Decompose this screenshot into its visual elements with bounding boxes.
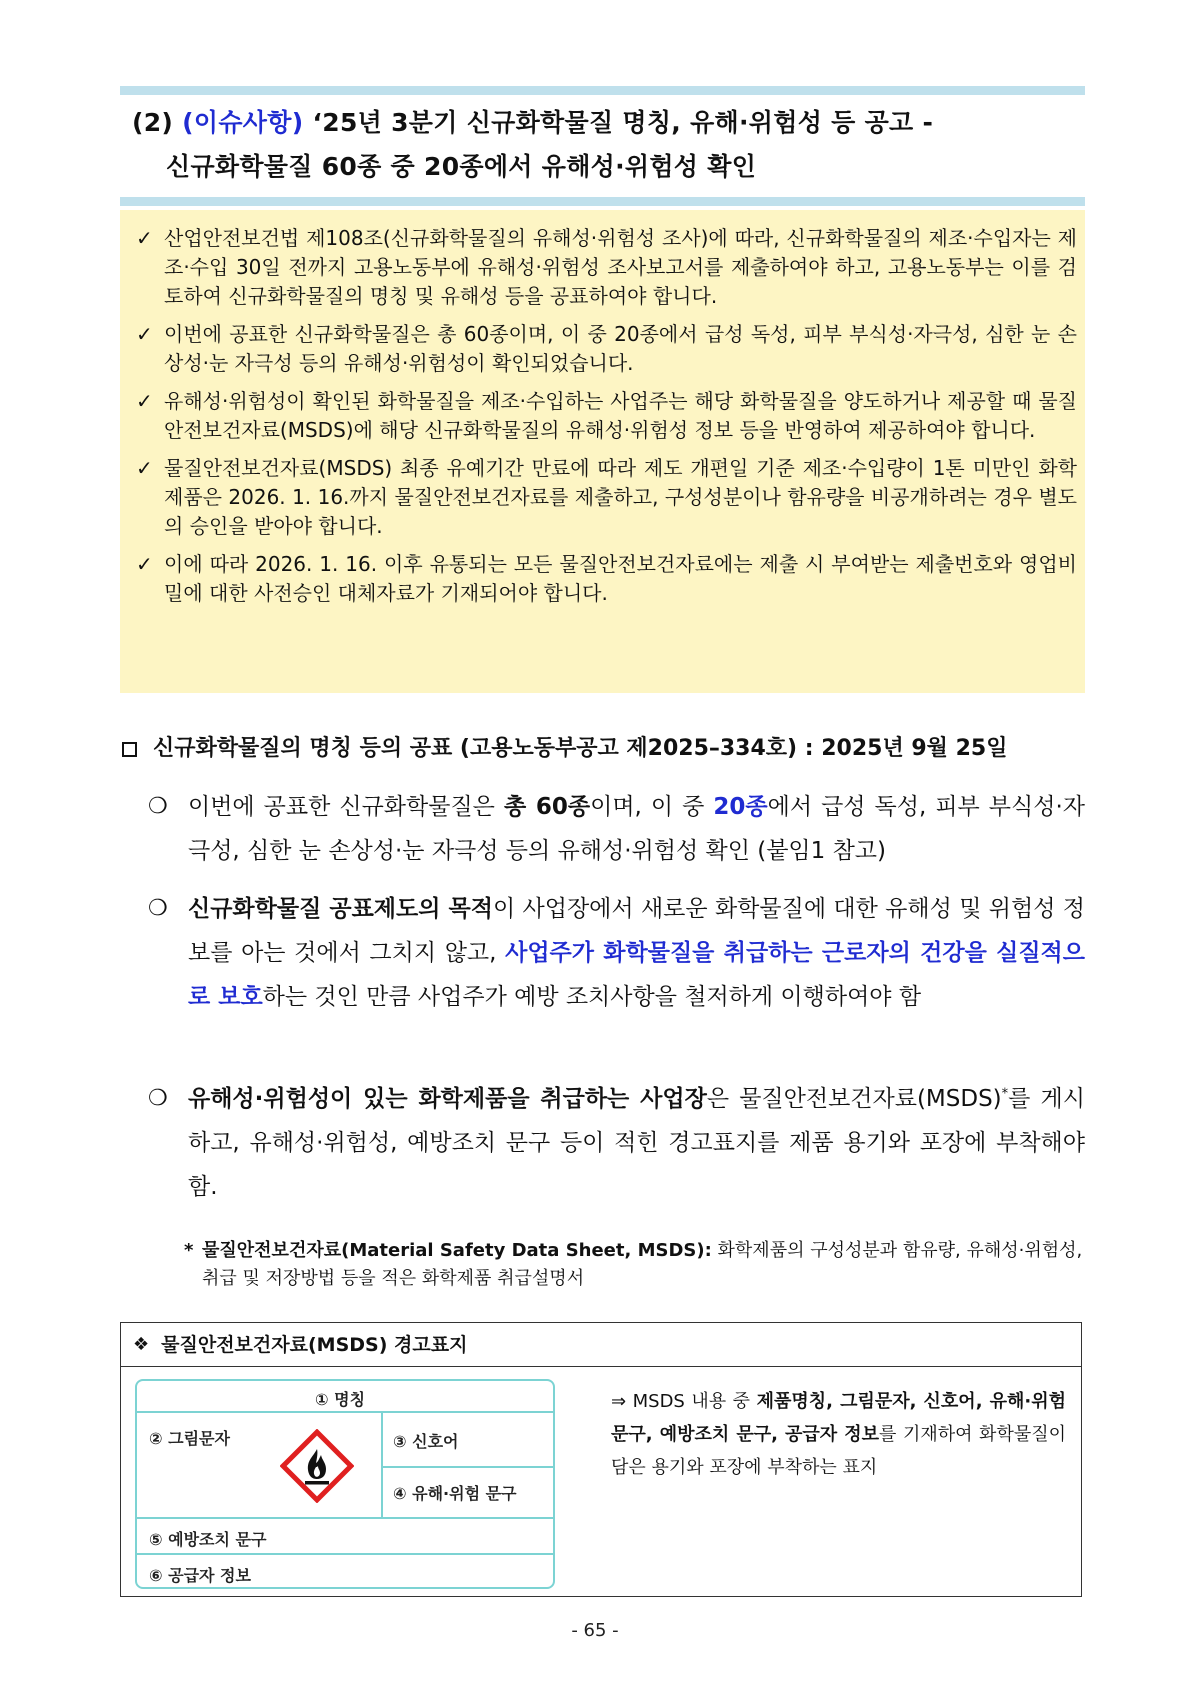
diamond-bullet-icon: ❖	[133, 1333, 150, 1355]
subsection-heading	[120, 733, 1085, 765]
text-run: 를 게시하고, 유해성·위험성, 예방조치 문구 등이 적힌 경고표지를 제품 용기와 포장에 부착해야 함.	[188, 1086, 1085, 1200]
msds-description	[611, 1385, 1066, 1484]
paragraph-text	[188, 785, 1085, 873]
bullet-paragraph-1	[148, 785, 1085, 873]
footnote-term: 물질안전보건자료(Material Safety Data Sheet, MSDS):	[202, 1240, 712, 1261]
summary-item-text: 물질안전보건자료(MSDS) 최종 유예기간 만료에 따라 제도 개편일 기준 제조·수입량이 1톤 미만인 화학제품은 2026. 1. 16.까지 물질안전보건자료를 제출하고, 구성성분이나 함유량을 비공개하려는 경우 별도의 승인을 받아야 합니다.	[164, 456, 1077, 538]
summary-item	[136, 224, 1077, 311]
summary-item-text: 산업안전보건법 제108조(신규화학물질의 유해성·위험성 조사)에 따라, 신규화학물질의 제조·수입자는 제조·수입 30일 전까지 고용노동부에 유해성·위험성 조사보고서를 제출하여야 하고, 고용노동부는 이를 검토하여 신규화학물질의 명칭 및 유해성 등을 공표하여야 합니다.	[164, 226, 1077, 308]
label-hazard-text: ④ 유해·위험 문구	[393, 1484, 517, 1503]
page-number: - 65 -	[571, 1620, 619, 1641]
label-name-text: ① 명칭	[315, 1390, 366, 1409]
text-run: 이며, 이 중	[590, 794, 714, 820]
msds-label-table	[120, 1322, 1082, 1597]
bold-run: 총 60종	[503, 794, 591, 820]
summary-item-text: 이번에 공표한 신규화학물질은 총 60종이며, 이 중 20종에서 급성 독성, 피부 부식성·자극성, 심한 눈 손상성·눈 자극성 등의 유해성·위험성이 확인되었습니다.	[164, 322, 1077, 375]
circle-bullet-icon: ❍	[148, 896, 168, 921]
bullet-paragraph-3	[148, 1077, 1085, 1209]
footnote-marker: *	[1001, 1086, 1009, 1102]
bold-run: 제품명칭, 그림문자, 신호어, 유해·위험 문구, 예방조치 문구, 공급자 정보	[611, 1391, 1066, 1445]
highlight-run: 사업주가 화학물질을 취급하는 근로자의 건강을 실질적으로 보호	[188, 940, 1085, 1010]
label-divider	[381, 1466, 553, 1468]
label-precaution-text: ⑤ 예방조치 문구	[149, 1530, 267, 1549]
summary-item-text: 유해성·위험성이 확인된 화학물질을 제조·수입하는 사업주는 해당 화학물질을 양도하거나 제공할 때 물질안전보건자료(MSDS)에 해당 신규화학물질의 유해성·위험성 정보 등을 반영하여 제공하여야 합니다.	[164, 389, 1077, 442]
bullet-paragraph-2	[148, 887, 1085, 1019]
square-bullet-icon	[122, 742, 137, 757]
footnote-text	[202, 1237, 1084, 1293]
check-icon: ✓	[136, 389, 153, 413]
section-title-line2: 신규화학물질 60종 중 20종에서 유해성·위험성 확인	[166, 152, 757, 181]
summary-item	[136, 320, 1077, 378]
text-run: 은 물질안전보건자료(MSDS)	[706, 1086, 1002, 1112]
summary-item	[136, 454, 1077, 541]
text-run: 하는 것인 만큼 사업주가 예방 조치사항을 철저하게 이행하여야 함	[262, 984, 922, 1010]
bold-run: 유해성·위험성이 있는 화학제품을 취급하는 사업장	[188, 1086, 707, 1112]
text-run: 이 사업장에서 새로운 화학물질에 대한 유해성 및 위험성 정보를 아는 것에서 그치지 않고,	[188, 896, 1085, 966]
summary-item	[136, 387, 1077, 445]
issue-tag: (이슈사항)	[182, 108, 304, 137]
section-title-line1	[132, 101, 1073, 145]
section-title-text: ‘25년 3분기 신규화학물질 명칭, 유해·위험성 등 공고 -	[312, 108, 934, 137]
msds-table-title: 물질안전보건자료(MSDS) 경고표지	[161, 1333, 468, 1356]
label-supplier-text: ⑥ 공급자 정보	[149, 1566, 251, 1585]
footnote-definition: 화학제품의 구성성분과 함유량, 유해성·위험성, 취급 및 저장방법 등을 적은 화학제품 취급설명서	[202, 1240, 1083, 1289]
section-title-band	[120, 86, 1085, 206]
subsection-heading-text: 신규화학물질의 명칭 등의 공표 (고용노동부공고 제2025–334호) : 2025년 9월 25일	[153, 736, 1008, 761]
text-run: 이번에 공표한 신규화학물질은	[188, 794, 504, 820]
section-number: (2)	[132, 108, 174, 137]
msds-table-header	[121, 1323, 1081, 1367]
summary-item	[136, 550, 1077, 608]
circle-bullet-icon: ❍	[148, 1086, 168, 1111]
flame-pictogram-icon	[280, 1429, 354, 1503]
text-run: MSDS 내용 중	[626, 1391, 757, 1412]
text-run: 에서 급성 독성, 피부 부식성·자극성, 심한 눈 손상성·눈 자극성 등의 유해성·위험성 확인 (붙임1 참고)	[188, 794, 1085, 864]
circle-bullet-icon: ❍	[148, 794, 168, 819]
check-icon: ✓	[136, 456, 153, 480]
paragraph-text	[188, 1077, 1085, 1209]
paragraph-text	[188, 887, 1085, 1019]
warning-label-illustration	[135, 1379, 555, 1589]
highlight-run: 20종	[713, 794, 768, 820]
check-icon: ✓	[136, 226, 153, 250]
text-run: 를 기재하여 화학물질이 담은 용기와 포장에 부착하는 표지	[611, 1424, 1066, 1478]
label-pictogram-text: ② 그림문자	[149, 1429, 230, 1448]
footnote-star: *	[184, 1240, 194, 1261]
summary-item-text: 이에 따라 2026. 1. 16. 이후 유통되는 모든 물질안전보건자료에는 제출 시 부여받는 제출번호와 영업비밀에 대한 사전승인 대체자료가 기재되어야 합니다.	[164, 552, 1077, 605]
arrow-icon: ⇒	[611, 1391, 627, 1412]
label-signal-text: ③ 신호어	[393, 1432, 459, 1451]
summary-box	[120, 210, 1085, 693]
check-icon: ✓	[136, 552, 153, 576]
footnote	[184, 1237, 1084, 1293]
check-icon: ✓	[136, 322, 153, 346]
bold-run: 신규화학물질 공표제도의 목적	[188, 896, 493, 922]
